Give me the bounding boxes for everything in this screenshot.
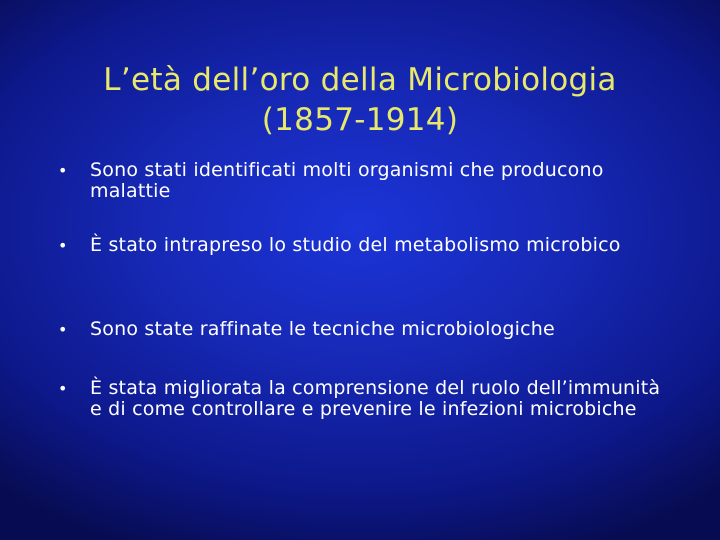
bullet-dot-icon: • [58, 236, 68, 255]
bullet-item [58, 319, 678, 340]
bullet-text: Sono stati identificati molti organismi che producono malattie [90, 159, 604, 202]
bullet-item [58, 378, 678, 420]
bullet-item [58, 235, 678, 256]
slide-title-line-2: (1857-1914) [261, 102, 459, 138]
slide-title-line-1: L’età dell’oro della Microbiologia [103, 62, 617, 98]
bullet-dot-icon: • [58, 379, 68, 398]
bullet-dot-icon: • [58, 161, 68, 180]
bullet-text: È stata migliorata la comprensione del ruolo dell’immunità e di come controllare e prevenire le infezioni microbiche [90, 377, 661, 420]
bullet-item [58, 160, 678, 202]
bullet-text: Sono state raffinate le tecniche microbiologiche [90, 318, 555, 340]
bullet-dot-icon: • [58, 320, 68, 339]
bullet-text: È stato intrapreso lo studio del metabolismo microbico [90, 234, 621, 256]
slide-title [0, 60, 720, 140]
